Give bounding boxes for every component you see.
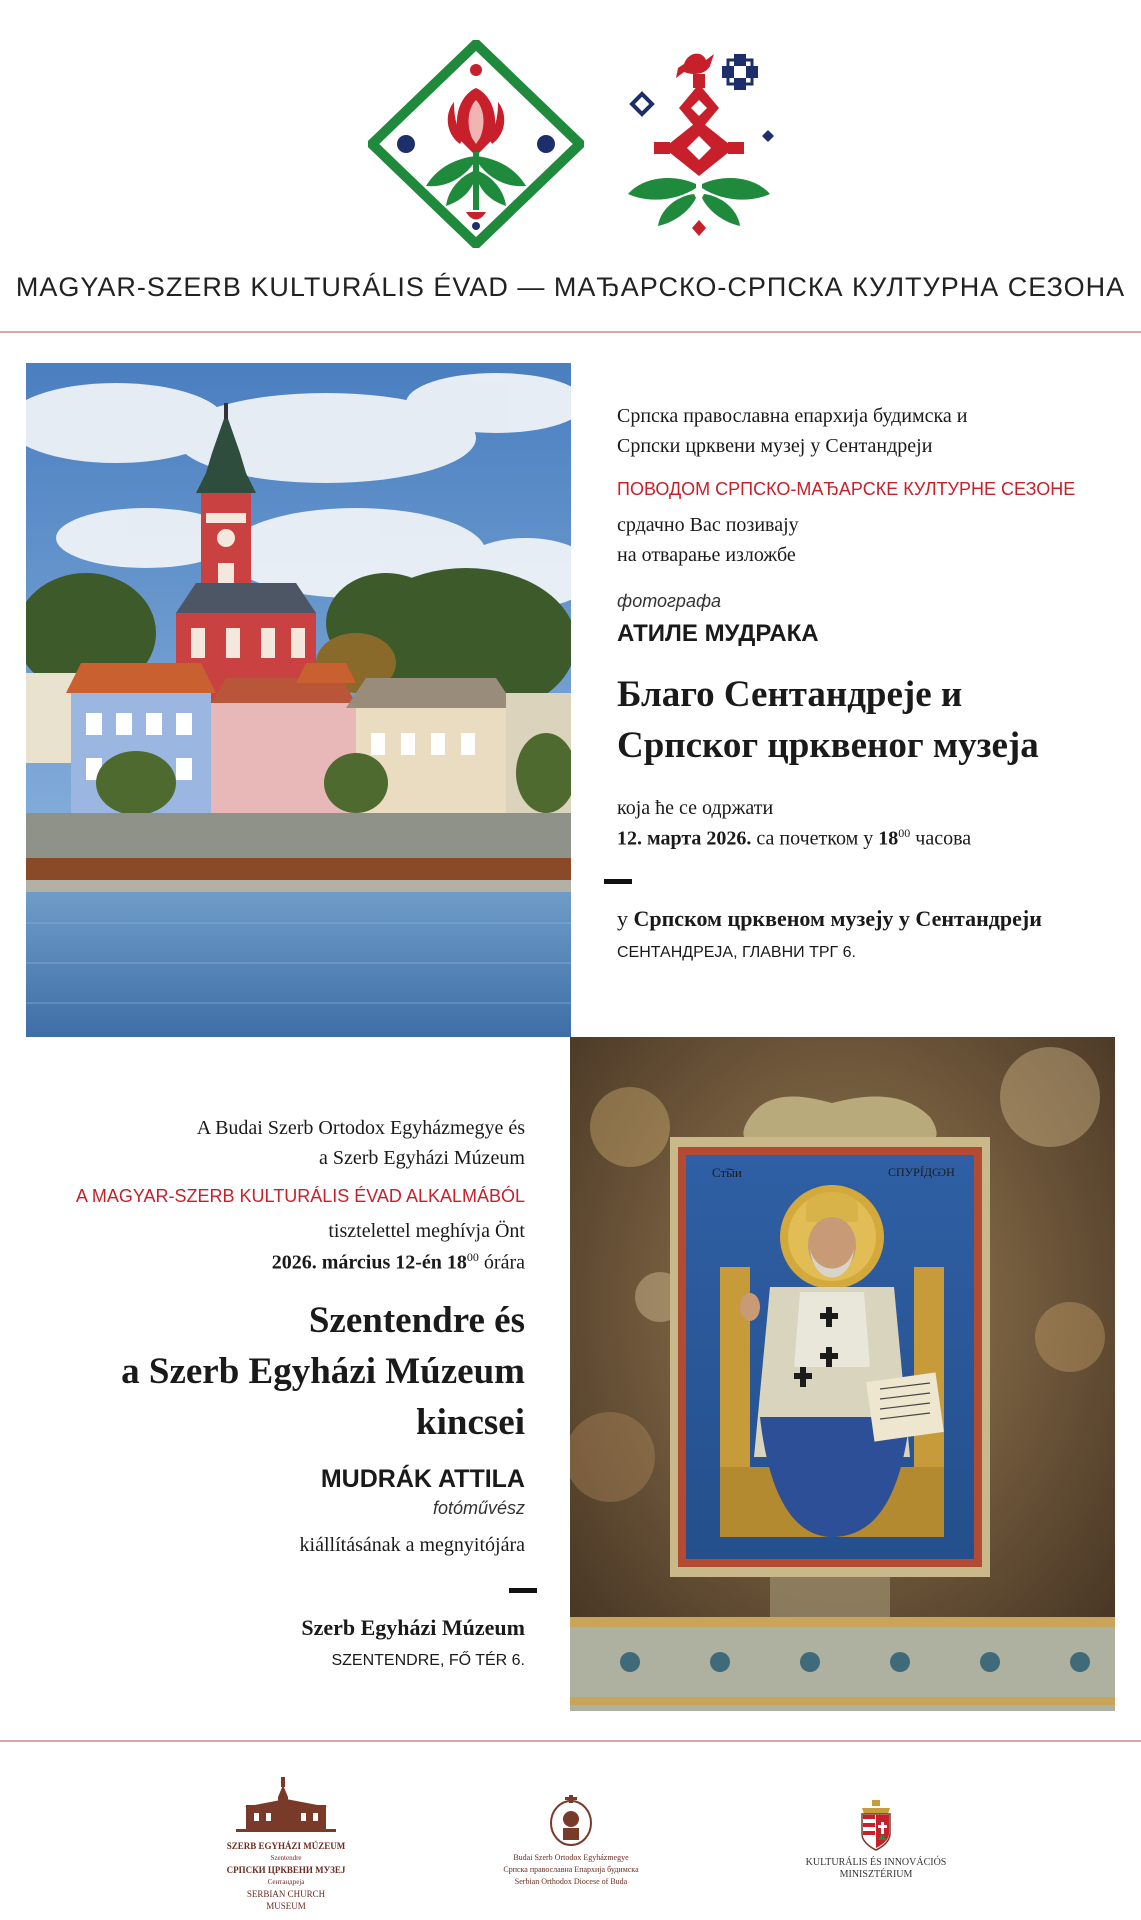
sr-venue-prefix: у bbox=[617, 906, 628, 931]
ministry-label-1: KULTURÁLIS ÉS INNOVÁCIÓS bbox=[805, 1857, 947, 1868]
sr-time-hour: 18 bbox=[878, 827, 899, 850]
serbian-church-museum-logo bbox=[226, 1775, 346, 1911]
sr-time-unit: часова bbox=[915, 827, 972, 850]
hungarian-coat-of-arms-icon bbox=[796, 1800, 956, 1852]
hu-host-line2: a Szerb Egyházi Múzeum bbox=[318, 1147, 525, 1169]
sr-address: СЕНТАНДРЕЈА, ГЛАВНИ ТРГ 6. bbox=[617, 944, 856, 961]
museum-label-5: SERBIAN CHURCH MUSEUM bbox=[246, 1889, 326, 1911]
icon-inscription-left: Ст͠ыи bbox=[712, 1165, 742, 1180]
sr-host-line1: Српска православна епархија будимска и bbox=[617, 405, 968, 427]
diocese-label-3: Serbian Orthodox Diocese of Buda bbox=[514, 1877, 628, 1886]
sr-exhibition-line2: Српског црквеног музеја bbox=[617, 725, 1039, 766]
hu-exhibition-line1: Szentendre és bbox=[308, 1300, 525, 1341]
diocese-label-2: Српска православна Епархија будимска bbox=[503, 1865, 639, 1874]
hu-opening: kiállításának a megnyitójára bbox=[299, 1534, 525, 1556]
sr-separator bbox=[604, 879, 632, 884]
hu-time-unit: órára bbox=[483, 1251, 525, 1274]
diocese-logo bbox=[496, 1795, 646, 1885]
hu-host-line1: A Budai Szerb Ortodox Egyházmegye és bbox=[196, 1117, 525, 1139]
footer-divider bbox=[0, 1740, 1141, 1742]
sr-photographer: АТИЛЕ МУДРАКА bbox=[617, 620, 819, 647]
hu-separator bbox=[509, 1588, 537, 1593]
ministry-label-2: MINISZTÉRIUM bbox=[839, 1869, 913, 1880]
museum-label-1: SZERB EGYHÁZI MÚZEUM bbox=[226, 1841, 346, 1851]
sr-host-line2: Српски црквени музеј у Сентандреји bbox=[617, 435, 933, 457]
sr-venue: Српском црквеном музеју у Сентандреји bbox=[633, 906, 1042, 931]
museum-building-icon bbox=[226, 1775, 346, 1835]
sr-invite-line1: срдачно Вас позивају bbox=[617, 514, 799, 536]
sr-venue-line bbox=[617, 906, 1042, 932]
sr-invite-line2: на отварање изложбе bbox=[617, 544, 796, 566]
szentendre-photo bbox=[26, 363, 571, 1037]
hu-time-hour: 18 bbox=[446, 1251, 467, 1274]
header-divider bbox=[0, 331, 1141, 333]
sr-date: 12. марта 2026. bbox=[617, 827, 752, 850]
season-title: MAGYAR-SZERB KULTURÁLIS ÉVAD — МАЂАРСКО-СРПСКА КУЛТУРНА СЕЗОНА bbox=[15, 272, 1126, 302]
hu-venue: Szerb Egyházi Múzeum bbox=[301, 1615, 525, 1640]
serbian-folk-logo bbox=[614, 44, 784, 248]
hu-exhibition-line2: a Szerb Egyházi Múzeum bbox=[121, 1351, 525, 1392]
hu-occasion: A MAGYAR-SZERB KULTURÁLIS ÉVAD ALKALMÁBÓL bbox=[75, 1186, 525, 1206]
hungarian-folk-logo bbox=[368, 40, 584, 248]
hu-date-line bbox=[272, 1250, 525, 1275]
icon-inscription-right: СПУРÍДѠН bbox=[888, 1165, 955, 1179]
sr-occasion: ПОВОДОМ СРПСКО-МАЂАРСКЕ КУЛТУРНЕ СЕЗОНЕ bbox=[617, 479, 1076, 499]
hu-photographer-role: fotóművész bbox=[432, 1498, 525, 1518]
diocese-crest-icon bbox=[496, 1795, 646, 1847]
museum-label-4: Сентандреја bbox=[267, 1878, 305, 1886]
hu-time-min: 00 bbox=[466, 1250, 479, 1264]
sr-time-min: 00 bbox=[898, 826, 911, 840]
museum-label-3: СРПСКИ ЦРКВЕНИ МУЗЕЈ bbox=[226, 1865, 346, 1875]
sr-held-label: која ће се одржати bbox=[617, 797, 774, 819]
museum-label-2: Szentendre bbox=[270, 1854, 302, 1862]
hu-date: 2026. március 12-én bbox=[271, 1251, 442, 1274]
ministry-logo bbox=[796, 1800, 956, 1885]
hu-address: SZENTENDRE, FŐ TÉR 6. bbox=[331, 1652, 525, 1669]
sr-date-rest: са почетком у bbox=[756, 827, 874, 850]
hu-photographer: MUDRÁK ATTILA bbox=[320, 1465, 525, 1493]
hu-exhibition-line3: kincsei bbox=[416, 1402, 525, 1443]
icon-photo bbox=[570, 1037, 1115, 1711]
sr-exhibition-line1: Благо Сентандреје и bbox=[617, 674, 963, 715]
hu-invite: tisztelettel meghívja Önt bbox=[328, 1220, 525, 1242]
sr-photographer-label: фотографа bbox=[617, 591, 722, 611]
sr-date-line bbox=[617, 826, 971, 851]
diocese-label-1: Budai Szerb Ortodox Egyházmegye bbox=[513, 1853, 629, 1862]
